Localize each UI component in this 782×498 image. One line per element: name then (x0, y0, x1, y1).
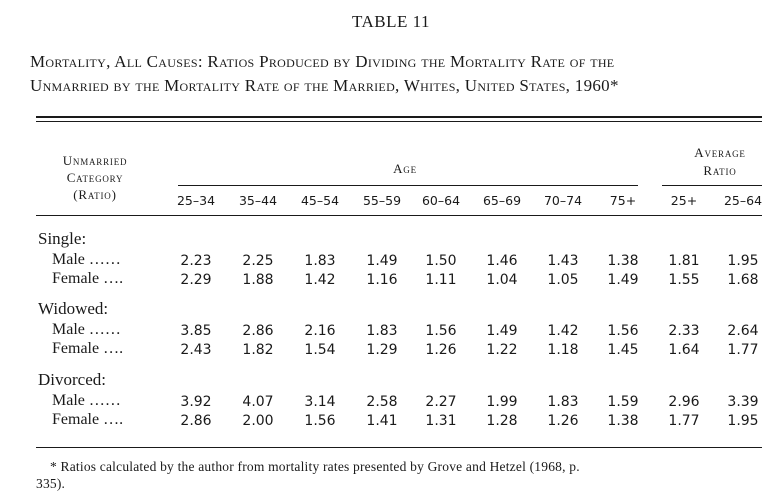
table-cell: 1.68 (727, 272, 759, 288)
table-cell: 1.04 (486, 272, 518, 288)
table-cell: 1.42 (304, 272, 336, 288)
table-cell: 1.59 (607, 394, 639, 410)
average-ratio-line-1: Average (694, 145, 746, 160)
table-cell: 1.95 (727, 413, 759, 429)
group-label: Widowed: (38, 299, 109, 318)
table-cell: 3.14 (304, 394, 336, 410)
table-cell: 1.83 (304, 253, 336, 269)
row-label: Male …… (52, 321, 121, 338)
table-cell: 2.23 (180, 253, 212, 269)
footnote-line-2: 335). (36, 476, 66, 491)
table-cell: 4.07 (242, 394, 274, 410)
group-label: Divorced: (38, 370, 106, 389)
table-cell: 1.99 (486, 394, 518, 410)
table-cell: 1.22 (486, 342, 518, 358)
column-header: 25+ (670, 193, 698, 208)
group-label: Single: (38, 229, 87, 248)
table-cell: 1.64 (668, 342, 700, 358)
table-row (0, 251, 782, 271)
table-cell: 1.55 (668, 272, 700, 288)
table-number: TABLE 11 (351, 12, 431, 31)
table-cell: 1.26 (425, 342, 457, 358)
table-cell: 1.81 (668, 253, 700, 269)
table-cell: 1.29 (366, 342, 398, 358)
table-cell: 1.41 (366, 413, 398, 429)
table-cell: 1.46 (486, 253, 518, 269)
table-cell: 3.39 (727, 394, 759, 410)
stub-header-line-2: Category (66, 170, 124, 185)
table-cell: 3.92 (180, 394, 212, 410)
row-label: Female …. (52, 411, 124, 428)
footnote-line-1: * Ratios calculated by the author from mortality rates presented by Grove and Hetzel (1968, p. (50, 459, 580, 474)
column-header: 60–64 (421, 193, 461, 208)
row-label: Female …. (52, 340, 124, 357)
table-cell: 2.00 (242, 413, 274, 429)
header-bottom-rule (36, 215, 762, 216)
age-header-rule (178, 185, 638, 186)
table-cell: 1.50 (425, 253, 457, 269)
column-header: 25–34 (176, 193, 216, 208)
stub-header (40, 152, 150, 203)
table-cell: 1.83 (547, 394, 579, 410)
table-cell: 2.43 (180, 342, 212, 358)
table-cell: 1.83 (366, 323, 398, 339)
table-cell: 1.56 (425, 323, 457, 339)
table-cell: 1.82 (242, 342, 274, 358)
stub-header-line-1: Unmarried (62, 153, 128, 168)
table-cell: 1.42 (547, 323, 579, 339)
age-header: Age (393, 161, 417, 176)
table-cell: 1.31 (425, 413, 457, 429)
table-cell: 1.49 (366, 253, 398, 269)
table-cell: 2.33 (668, 323, 700, 339)
table-cell: 1.43 (547, 253, 579, 269)
table-cell: 1.11 (425, 272, 457, 288)
column-header: 35–44 (238, 193, 278, 208)
table-cell: 1.88 (242, 272, 274, 288)
table-cell: 1.49 (607, 272, 639, 288)
table-cell: 1.49 (486, 323, 518, 339)
table-cell: 1.56 (304, 413, 336, 429)
footnote (36, 458, 766, 492)
column-header: 70–74 (543, 193, 583, 208)
table-cell: 2.58 (366, 394, 398, 410)
average-ratio-line-2: Ratio (703, 163, 737, 178)
table-cell: 1.77 (727, 342, 759, 358)
table-bottom-rule (36, 447, 762, 448)
column-header: 55–59 (362, 193, 402, 208)
table-cell: 1.45 (607, 342, 639, 358)
table-cell: 2.29 (180, 272, 212, 288)
table-cell: 2.86 (180, 413, 212, 429)
table-cell: 1.05 (547, 272, 579, 288)
table-cell: 2.64 (727, 323, 759, 339)
average-ratio-rule (662, 185, 762, 186)
caption-line-1: Mortality, All Causes: Ratios Produced by Dividing the Mortality Rate of the (30, 52, 615, 71)
table-cell: 3.85 (180, 323, 212, 339)
table-row (0, 321, 782, 341)
table-cell: 2.27 (425, 394, 457, 410)
caption-line-2: Unmarried by the Mortality Rate of the Married, Whites, United States, 1960* (30, 76, 619, 95)
table-row (0, 392, 782, 412)
table-cell: 1.38 (607, 413, 639, 429)
table-cell: 1.95 (727, 253, 759, 269)
column-header: 45–54 (300, 193, 340, 208)
column-header: 25–64 (723, 193, 763, 208)
table-cell: 1.16 (366, 272, 398, 288)
table-cell: 1.77 (668, 413, 700, 429)
top-rule-2 (36, 121, 762, 122)
top-rule-1 (36, 116, 762, 118)
stub-header-line-3: (Ratio) (73, 187, 117, 202)
table-row (0, 270, 782, 290)
table-cell: 2.96 (668, 394, 700, 410)
table-cell: 1.18 (547, 342, 579, 358)
table-cell: 1.54 (304, 342, 336, 358)
row-label: Male …… (52, 392, 121, 409)
column-header: 75+ (609, 193, 637, 208)
table-cell: 1.26 (547, 413, 579, 429)
table-cell: 2.86 (242, 323, 274, 339)
row-label: Female …. (52, 270, 124, 287)
table-row (0, 411, 782, 431)
table-row (0, 340, 782, 360)
table-cell: 2.25 (242, 253, 274, 269)
table-cell: 2.16 (304, 323, 336, 339)
column-header: 65–69 (482, 193, 522, 208)
table-caption (30, 50, 760, 98)
table-cell: 1.38 (607, 253, 639, 269)
table-cell: 1.56 (607, 323, 639, 339)
row-label: Male …… (52, 251, 121, 268)
table-cell: 1.28 (486, 413, 518, 429)
average-ratio-header (668, 144, 772, 180)
